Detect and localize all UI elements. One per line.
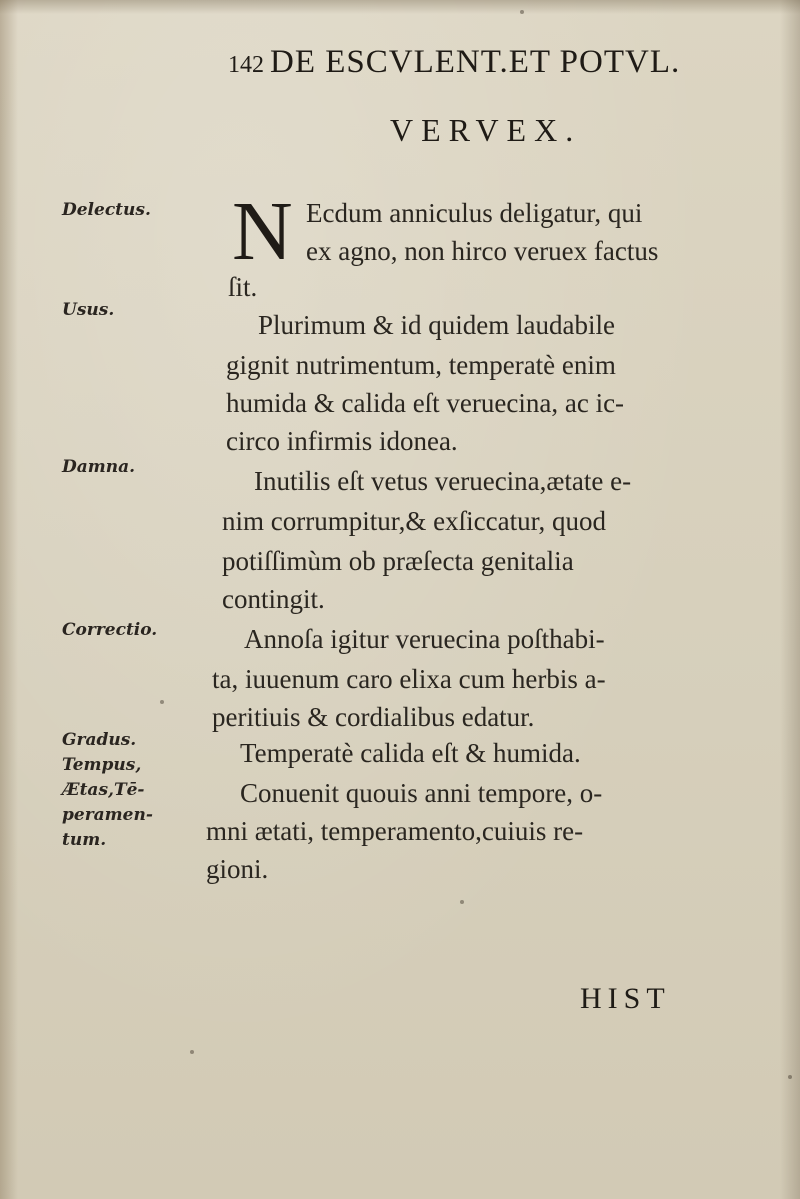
running-head — [228, 44, 788, 84]
paper-speck — [460, 900, 464, 904]
margin-note-gradus-line: Ætas,Tē- — [62, 780, 145, 800]
body-line: peritiuis & cordialibus edatur. — [212, 702, 535, 732]
body-line: Conuenit quouis anni tempore, o- — [240, 778, 603, 808]
body-line: contingit. — [222, 584, 325, 614]
running-head-text: DE ESCVLENT.ET POTVL. — [270, 44, 681, 80]
body-line: Plurimum & id quidem laudabile — [258, 310, 615, 340]
margin-note-usus: Usus. — [62, 300, 115, 320]
page-gutter-shadow — [0, 0, 18, 1199]
body-line: Temperatè calida eſt & humida. — [240, 738, 581, 768]
body-line: ex agno, non hirco veruex factus — [306, 236, 659, 266]
body-line: Ecdum anniculus deligatur, qui — [306, 198, 643, 228]
margin-note-damna: Damna. — [62, 457, 136, 477]
body-line: mni ætati, temperamento,cuiuis re- — [206, 816, 584, 846]
body-line: Inutilis eſt vetus veruecina,ætate e- — [254, 466, 632, 496]
paper-speck — [190, 1050, 194, 1054]
body-line: ta, iuuenum caro elixa cum herbis a- — [212, 664, 606, 694]
drop-cap-initial: N — [232, 185, 293, 278]
body-line: Annoſa igitur veruecina poſthabi- — [244, 624, 605, 654]
body-line: potiſſimùm ob præſecta genitalia — [222, 546, 574, 576]
body-line: gioni. — [206, 854, 269, 884]
catchword: HIST — [580, 982, 671, 1015]
page-number: 142 — [228, 52, 264, 78]
paper-speck — [160, 700, 164, 704]
body-line: nim corrumpitur,& exſiccatur, quod — [222, 506, 606, 536]
page-top-shadow — [0, 0, 800, 14]
margin-note-gradus-line: tum. — [62, 830, 107, 850]
body-line: gignit nutrimentum, temperatè enim — [226, 350, 616, 380]
margin-note-gradus-line: Tempus, — [62, 755, 142, 775]
margin-note-gradus-line: Gradus. — [62, 730, 137, 750]
section-title: VERVEX. — [390, 112, 582, 148]
body-line: ſit. — [228, 272, 258, 302]
page-right-edge — [780, 0, 800, 1199]
margin-note-gradus — [62, 728, 202, 853]
body-line: humida & calida eſt veruecina, ac ic- — [226, 388, 625, 418]
paper-speck — [788, 1075, 792, 1079]
margin-note-correctio: Correctio. — [62, 620, 158, 640]
body-line: circo infirmis idonea. — [226, 426, 458, 456]
paper-speck — [520, 10, 524, 14]
margin-note-delectus: Delectus. — [62, 200, 151, 220]
margin-note-gradus-line: peramen- — [62, 805, 153, 825]
